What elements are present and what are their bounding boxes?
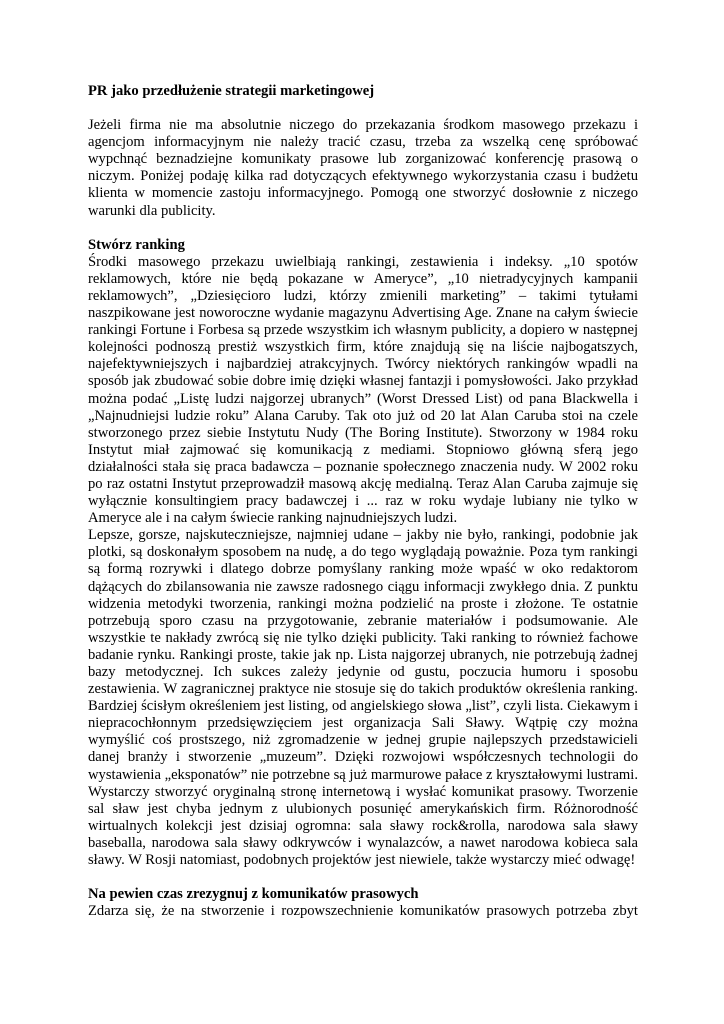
spacer: [88, 869, 638, 886]
document-page: [88, 83, 638, 920]
intro-paragraph: Jeżeli firma nie ma absolutnie niczego do przekazania środkom masowego przekazu i agencjom informacyjnym nie należy tracić czasu, trzeba za wszelką cenę spróbować wypchnąć beznadziejne komunikaty prasowe lub zorganizować konferencję prasową o niczym. Poniżej podaję kilka rad dotyczących efektywnego wykorzystania czasu i budżetu klienta w momencie zastoju informacyjnego. Pomogą one stworzyć dosłownie z niczego warunki dla publicity.: [88, 117, 638, 219]
section-heading-press-releases: Na pewien czas zrezygnuj z komunikatów prasowych: [88, 886, 419, 903]
ranking-paragraph-1: Środki masowego przekazu uwielbiają rankingi, zestawienia i indeksy. „10 spotów reklamowych, które nie będą pokazane w Ameryce”, „10 nietradycyjnych kampanii reklamowych”, „Dziesięcioro ludzi, którzy zmienili marketing” – takimi tytułami naszpikowane jest noworoczne wydanie magazynu Advertising Age. Znane na całym świecie rankingi Fortune i Forbesa są przede wszystkim ich własnym publicity, a dopiero w następnej kolejności podnoszą prestiż wszystkich firm, które znajdują się na liście najbogatszych, najefektywniejszych i najbardziej atrakcyjnych. Twórcy niektórych rankingów wpadli na sposób jak zbudować sobie dobre imię dzięki własnej fantazji i pomysłowości. Jako przykład można podać „Listę ludzi najgorzej ubranych” (Worst Dressed List) od pana Blackwella i „Najnudniejsi ludzie roku” Alana Caruby. Tak oto już od 20 lat Alan Caruba stoi na czele stworzonego przez siebie Instytutu Nudy (The Boring Institute). Stworzony w 1984 roku Instytut miał zajmować się komunikacją z mediami. Stopniowo główną sferą jego działalności stała się praca badawcza – poznanie społecznego znaczenia nudy. W 2002 roku po raz ostatni Instytut przeprowadził masową akcję medialną. Teraz Alan Caruba zajmuje się wyłącznie konsultingiem pracy badawczej i ... raz w roku wydaje lubiany nie tylko w Ameryce ale i na całym świecie ranking najnudniejszych ludzi.: [88, 253, 638, 527]
section-heading-ranking: Stwórz ranking: [88, 236, 185, 253]
ranking-paragraph-2: Lepsze, gorsze, najskuteczniejsze, najmniej udane – jakby nie było, rankingi, podobnie jak plotki, są doskonałym sposobem na nudę, a do tego wyglądają poważnie. Poza tym rankingi są formą rozrywki i dlatego dobrze pomyślany ranking może wpaść w oko redaktorom dążących do zbilansowania nie zawsze radosnego ciągu informacji zwykłego dnia. Z punktu widzenia metodyki tworzenia, rankingi można podzielić na proste i złożone. Te ostatnie potrzebują sporo czasu na przygotowanie, zebranie materiałów i podsumowanie. Ale wszystkie te nakłady zwrócą się nie tylko dzięki publicity. Taki ranking to również fachowe badanie rynku. Rankingi proste, takie jak np. Lista najgorzej ubranych, nie potrzebują żadnej bazy metodycznej. Ich sukces zależy jedynie od gustu, poczucia humoru i sposobu zestawienia. W zagranicznej praktyce nie stosuje się do takich produktów określenia ranking. Bardziej ścisłym określeniem jest listing, od angielskiego słowa „list”, czyli lista. Ciekawym i niepracochłonnym przedsięwzięciem jest organizacja Sali Sławy. Wątpię czy można wymyślić coś prostszego, niż zgromadzenie w jednej grupie najlepszych przedstawicieli danej branży i stworzenie „muzeum”. Dzięki rozwojowi współczesnych technologii do wystawienia „eksponatów” nie potrzebne są już marmurowe pałace z kryształowymi lustrami. Wystarczy stworzyć oryginalną stronę internetową i wysłać komunikat prasowy. Tworzenie sal sław jest chyba jednym z ulubionych posunięć amerykańskich firm. Różnorodność wirtualnych kolekcji jest dzisiaj ogromna: sala sławy rock&rolla, narodowa sala sławy baseballa, narodowa sala sławy odkrywców i wynalazców, a nawet narodowa kobieca sala sławy. W Rosji natomiast, podobnych projektów jest niewiele, także wystarczy mieć odwagę!: [88, 527, 638, 869]
spacer: [88, 100, 638, 117]
document-title: PR jako przedłużenie strategii marketingowej: [88, 83, 375, 99]
press-releases-paragraph-1: Zdarza się, że na stworzenie i rozpowszechnienie komunikatów prasowych potrzeba zbyt: [88, 903, 638, 920]
spacer: [88, 220, 638, 237]
